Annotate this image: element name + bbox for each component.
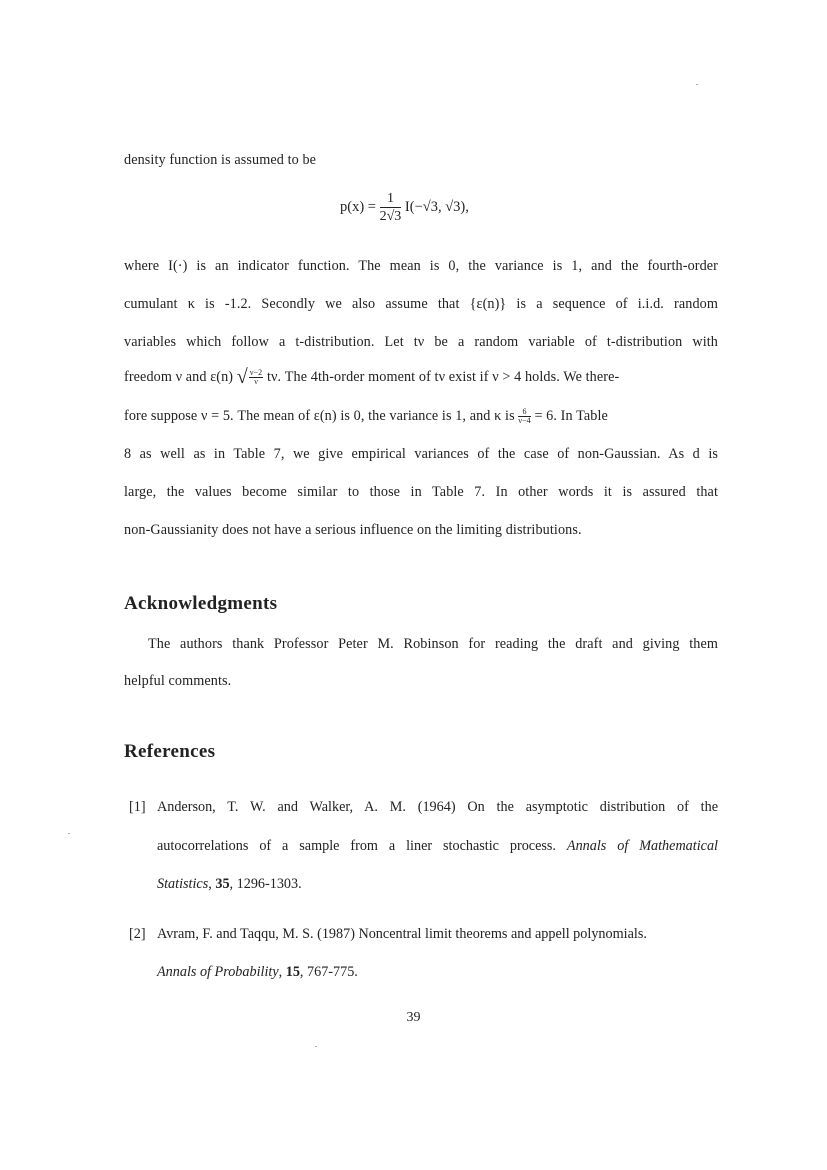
ref-1-title: autocorrelations of a sample from a liner stochastic process.	[157, 838, 556, 854]
equation-fraction	[380, 190, 402, 225]
inline-fraction-nu	[249, 369, 263, 386]
ref-1-line-3	[157, 876, 302, 893]
ref-1-journal-cont: Statistics	[157, 876, 209, 892]
ref-1-journal: Annals of Mathematical	[566, 838, 718, 854]
inline-fraction-num: ν−2	[249, 368, 263, 377]
scan-speck	[696, 84, 698, 85]
equation-denominator: 2√3	[379, 209, 402, 224]
scan-speck	[315, 1046, 317, 1047]
ref-2-number: [2]	[129, 926, 146, 942]
inline-fraction-num: 6	[518, 408, 530, 417]
para-line-3: cumulant κ is -1.2. Secondly we also assume that {ε(n)} is a sequence of i.i.d. random	[124, 296, 718, 312]
ref-1-line-2	[157, 838, 718, 855]
ref-2-volume: 15	[285, 964, 300, 980]
ref-2-line-1: Avram, F. and Taqqu, M. S. (1987) Noncentral limit theorems and appell polynomials.	[157, 926, 647, 942]
para-line-6-end: = 6. In Table	[534, 408, 608, 424]
para-line-6	[124, 408, 718, 425]
para-line-8: large, the values become similar to those in Table 7. In other words it is assured that	[124, 484, 718, 500]
inline-fraction-den: ν	[254, 377, 258, 386]
para-line-9: non-Gaussianity does not have a serious influence on the limiting distributions.	[124, 522, 582, 538]
para-line-7: 8 as well as in Table 7, we give empirical variances of the case of non-Gaussian. As d is	[124, 446, 718, 462]
ack-line-2: helpful comments.	[124, 673, 232, 689]
sqrt-icon: √	[236, 366, 248, 388]
ref-1-line-1: Anderson, T. W. and Walker, A. M. (1964) On the asymptotic distribution of the	[157, 799, 718, 815]
display-equation	[340, 190, 469, 225]
para-line-2: where I(·) is an indicator function. The mean is 0, the variance is 1, and the fourth-order	[124, 258, 718, 274]
inline-fraction-den: ν−4	[518, 416, 531, 426]
para-line-5-end: tν. The 4th-order moment of tν exist if ν > 4 holds. We there-	[266, 368, 620, 385]
equation-numerator: 1	[380, 190, 402, 208]
para-line-4: variables which follow a t-distribution. Let tν be a random variable of t-distribution with	[124, 334, 718, 350]
page-number: 39	[406, 1010, 421, 1025]
inline-fraction-kappa	[518, 408, 530, 425]
ref-2-journal: Annals of Probability	[157, 964, 279, 980]
ref-2-sep: ,	[278, 964, 286, 980]
references-heading: References	[124, 741, 216, 762]
para-line-5-start: freedom ν and ε(n)	[124, 368, 234, 385]
ack-line-1: The authors thank Professor Peter M. Robinson for reading the draft and giving them	[148, 636, 718, 652]
ref-1-number: [1]	[129, 799, 146, 815]
acknowledgments-heading: Acknowledgments	[124, 593, 278, 614]
para-line-1: density function is assumed to be	[124, 152, 317, 168]
ref-1-sep: ,	[208, 876, 216, 892]
equation-lhs: p(x) =	[340, 199, 376, 215]
ref-1-pages: , 1296-1303.	[229, 876, 302, 892]
para-line-6-start: fore suppose ν = 5. The mean of ε(n) is 0, the variance is 1, and κ is	[124, 408, 515, 424]
scan-speck	[68, 833, 70, 834]
equation-rhs: I(−√3, √3),	[404, 199, 469, 215]
ref-2-line-2	[157, 964, 358, 981]
ref-2-pages: , 767-775.	[299, 964, 358, 980]
ref-1-volume: 35	[215, 876, 230, 892]
para-line-5	[124, 366, 718, 389]
